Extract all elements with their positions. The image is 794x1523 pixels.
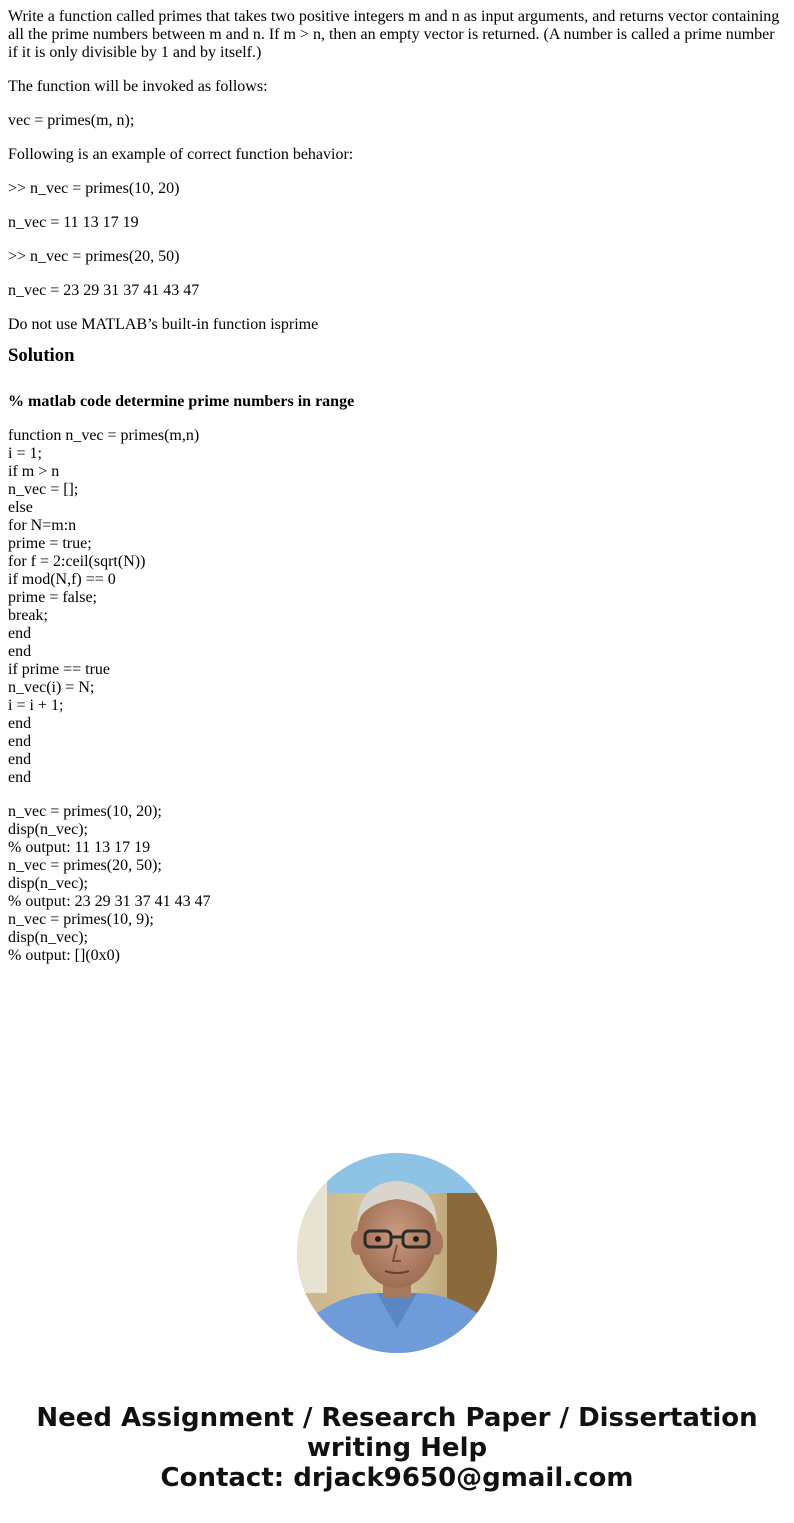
question-section [8,8,786,350]
code-line: end [8,751,32,768]
usage-line: disp(n_vec); [8,821,88,838]
usage-code-block [8,803,211,965]
footer-line-1: Need Assignment / Research Paper / Dissertation [36,1403,758,1433]
footer-line-2: writing Help [306,1433,488,1463]
example1-result: n_vec = 11 13 17 19 [8,214,139,231]
note: Do not use MATLAB’s built-in function isprime [8,316,319,333]
code-line: if prime == true [8,661,111,678]
code-line: function n_vec = primes(m,n) [8,427,200,444]
usage-line: disp(n_vec); [8,875,88,892]
usage-line: n_vec = primes(20, 50); [8,857,162,874]
invoke-code: vec = primes(m, n); [8,112,135,129]
code-line: for f = 2:ceil(sqrt(N)) [8,553,146,570]
code-line: for N=m:n [8,517,77,534]
example-label: Following is an example of correct function behavior: [8,146,354,163]
avatar-portrait [297,1153,497,1353]
code-line: end [8,715,32,732]
question-intro: Write a function called primes that takes two positive integers m and n as input arguments, and returns vector containing all the prime numbers between m and n. If m > n, then an empty vector is returned. (A number is called a prime number if it is only divisible by 1 and by itself.) [8,8,780,61]
code-line: i = 1; [8,445,42,462]
code-line: end [8,643,32,660]
footer-contact: Contact: drjack9650@gmail.com [160,1463,634,1493]
code-line: end [8,769,32,786]
code-line: break; [8,607,48,624]
example2-result: n_vec = 23 29 31 37 41 43 47 [8,282,200,299]
code-line: n_vec = []; [8,481,79,498]
code-line: n_vec(i) = N; [8,679,95,696]
invoke-label: The function will be invoked as follows: [8,78,268,95]
code-line: if mod(N,f) == 0 [8,571,116,588]
usage-line: % output: 23 29 31 37 41 43 47 [8,893,211,910]
example1-call: >> n_vec = primes(10, 20) [8,180,180,197]
footer-advert [0,1403,794,1493]
usage-line: n_vec = primes(10, 20); [8,803,162,820]
function-code-block [8,427,199,787]
usage-line: % output: [](0x0) [8,947,120,964]
code-line: end [8,733,32,750]
avatar [297,1153,497,1353]
usage-line: % output: 11 13 17 19 [8,839,151,856]
usage-line: n_vec = primes(10, 9); [8,911,154,928]
code-line: prime = false; [8,589,97,606]
example2-call: >> n_vec = primes(20, 50) [8,248,180,265]
code-line: i = i + 1; [8,697,64,714]
code-line: else [8,499,33,516]
code-line: end [8,625,32,642]
code-line: if m > n [8,463,60,480]
code-line: prime = true; [8,535,92,552]
usage-line: disp(n_vec); [8,929,88,946]
code-title: % matlab code determine prime numbers in range [8,393,355,410]
solution-heading: Solution [8,345,75,366]
